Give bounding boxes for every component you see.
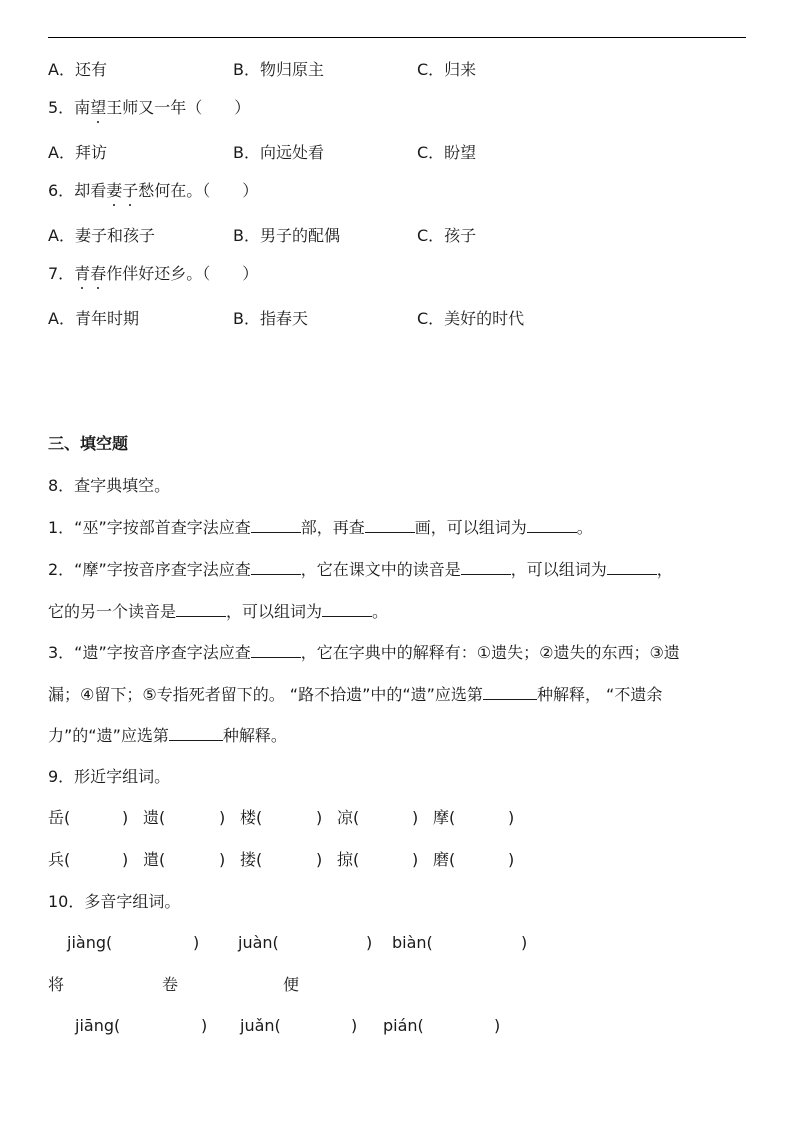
q10-bottom-pinyin-3: pián( [383, 1016, 424, 1035]
q4-option-c[interactable]: C．归来 [417, 60, 477, 79]
q8-l2-text-b: ，它在课文中的读音是 [300, 560, 461, 579]
q4-option-a[interactable]: A．还有 [48, 60, 107, 79]
q9-r1-close-2: ) [219, 808, 226, 827]
q9-r2-close-5: ) [508, 850, 515, 869]
q10-bottom-close-1: ) [201, 1016, 208, 1035]
q9-r2-close-4: ) [412, 850, 419, 869]
q9-r2-close-1: ) [122, 850, 129, 869]
blank-field[interactable] [176, 600, 226, 617]
q10-bottom-close-2: ) [351, 1016, 358, 1035]
q10-top-close-2: ) [366, 933, 373, 952]
q8-l4-text-a: 3．“遗”字按音序查字法应查 [48, 643, 251, 662]
q6-dotted-char-1: 妻 [106, 181, 123, 200]
blank-field[interactable] [461, 558, 511, 575]
q8-line-3 [48, 600, 388, 623]
q5-option-b[interactable]: B．向远处看 [233, 143, 324, 162]
blank-field[interactable] [607, 558, 657, 575]
blank-field[interactable] [365, 516, 415, 533]
blank-field[interactable] [251, 641, 301, 658]
q9-title: 9．形近字组词。 [48, 767, 171, 786]
q10-top-close-1: ) [193, 933, 200, 952]
q8-l6-text-b: 种解释。 [222, 726, 287, 745]
blank-field[interactable] [527, 516, 577, 533]
q8-l1-text-c: 画，可以组词为 [414, 518, 527, 537]
q6-number: 6． [48, 181, 75, 200]
q8-l2-text-d: ， [656, 560, 673, 579]
q6-option-b[interactable]: B．男子的配偶 [233, 226, 340, 245]
q8-l1-text-b: 部，再查 [300, 518, 365, 537]
q8-l3-text-b: ，可以组词为 [226, 602, 323, 621]
blank-field[interactable] [483, 683, 537, 700]
q7-question [48, 263, 258, 285]
q5-question [48, 97, 250, 119]
q10-top-pinyin-3: biàn( [392, 933, 433, 952]
q8-l5-text-b: 种解释， “不遗余 [536, 685, 663, 704]
q8-l3-text-a: 它的另一个读音是 [48, 602, 177, 621]
q9-r1-char-1: 岳( [48, 808, 71, 827]
q8-l6-text-a: 力”的“遗”应选第 [48, 726, 169, 745]
q5-option-a[interactable]: A．拜访 [48, 143, 107, 162]
q9-r2-char-4: 掠( [337, 850, 360, 869]
q6-dotted-char-2: 子 [122, 181, 139, 200]
q10-top-close-3: ) [521, 933, 528, 952]
q8-line-5 [48, 683, 662, 706]
q8-line-6 [48, 724, 287, 747]
q10-bottom-close-3: ) [494, 1016, 501, 1035]
q6-text-pre: 却看 [74, 181, 107, 200]
section-title: 三、填空题 [48, 434, 129, 453]
q7-text-post: 作伴好还乡。（ ） [106, 264, 259, 283]
q4-option-b[interactable]: B．物归原主 [233, 60, 324, 79]
q7-option-c[interactable]: C．美好的时代 [417, 309, 525, 328]
q5-text-post: 王师又一年（ ） [106, 98, 251, 117]
q6-option-c[interactable]: C．孩子 [417, 226, 477, 245]
blank-field[interactable] [251, 516, 301, 533]
q9-r2-char-3: 搂( [240, 850, 263, 869]
q8-l3-text-c: 。 [372, 602, 389, 621]
q7-dotted-char-1: 青 [74, 264, 91, 283]
q5-dotted-char: 望 [90, 98, 107, 117]
blank-field[interactable] [251, 558, 301, 575]
q5-option-c[interactable]: C．盼望 [417, 143, 477, 162]
q6-option-a[interactable]: A．妻子和孩子 [48, 226, 155, 245]
q9-r2-close-3: ) [316, 850, 323, 869]
q10-top-pinyin-1: jiàng( [67, 933, 113, 952]
q5-text-pre: 南 [74, 98, 91, 117]
q9-r1-char-4: 凉( [337, 808, 360, 827]
q9-r2-char-2: 遣( [143, 850, 166, 869]
q8-l1-text-a: 1．“巫”字按部首查字法应查 [48, 518, 251, 537]
q10-char-1: 将 [48, 975, 65, 994]
q8-line-1 [48, 516, 593, 539]
q8-line-4 [48, 641, 680, 664]
q7-option-b[interactable]: B．指春天 [233, 309, 308, 328]
q9-r1-char-3: 楼( [240, 808, 263, 827]
q9-r1-close-3: ) [316, 808, 323, 827]
q9-r2-char-5: 磨( [433, 850, 456, 869]
q7-dotted-char-2: 春 [90, 264, 107, 283]
q9-r2-char-1: 兵( [48, 850, 71, 869]
blank-field[interactable] [169, 724, 223, 741]
q8-l2-text-a: 2．“摩”字按音序查字法应查 [48, 560, 251, 579]
q10-char-2: 卷 [162, 975, 179, 994]
q10-bottom-pinyin-1: jiāng( [75, 1016, 121, 1035]
q8-l2-text-c: ，可以组词为 [510, 560, 607, 579]
q9-r1-char-2: 遗( [143, 808, 166, 827]
q6-text-post: 愁何在。（ ） [138, 181, 259, 200]
q8-line-2 [48, 558, 673, 581]
q9-r2-close-2: ) [219, 850, 226, 869]
q8-l1-text-d: 。 [576, 518, 593, 537]
q6-question [48, 180, 258, 202]
q8-l5-text-a: 漏；④留下；⑤专指死者留下的。 “路不拾遗”中的“遗”应选第 [48, 685, 483, 704]
q10-bottom-pinyin-2: juǎn( [240, 1016, 281, 1035]
q9-r1-close-4: ) [412, 808, 419, 827]
q10-title: 10．多音字组词。 [48, 892, 181, 911]
q8-l4-text-b: ，它在字典中的解释有：①遗失；②遗失的东西；③遗 [300, 643, 680, 662]
q5-number: 5． [48, 98, 75, 117]
q10-char-3: 便 [283, 975, 300, 994]
top-rule [48, 37, 746, 38]
q7-option-a[interactable]: A．青年时期 [48, 309, 139, 328]
q9-r1-close-1: ) [122, 808, 129, 827]
q9-r1-char-5: 摩( [433, 808, 456, 827]
q7-number: 7． [48, 264, 75, 283]
blank-field[interactable] [322, 600, 372, 617]
q8-title: 8．查字典填空。 [48, 476, 171, 495]
q9-r1-close-5: ) [508, 808, 515, 827]
q10-top-pinyin-2: juàn( [238, 933, 279, 952]
